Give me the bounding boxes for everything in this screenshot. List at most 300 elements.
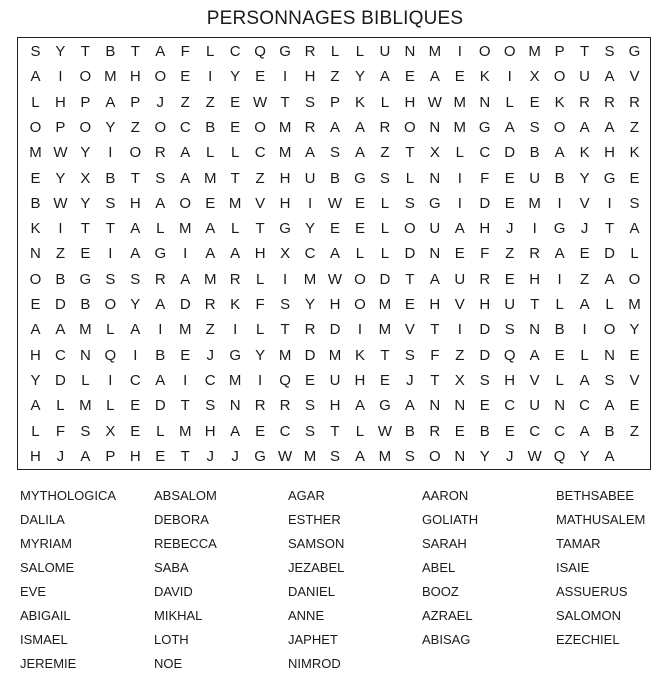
grid-letter[interactable]: D	[404, 245, 416, 263]
grid-letter[interactable]: Q	[553, 447, 566, 465]
grid-letter[interactable]: E	[30, 296, 41, 314]
grid-letter[interactable]: O	[478, 43, 491, 61]
grid-letter[interactable]: R	[629, 93, 640, 111]
grid-letter[interactable]: L	[156, 422, 165, 440]
grid-letter[interactable]: X	[454, 371, 465, 389]
grid-letter[interactable]: B	[554, 169, 565, 187]
grid-letter[interactable]: U	[579, 68, 591, 86]
grid-letter[interactable]: W	[527, 447, 542, 465]
grid-letter[interactable]: T	[255, 220, 265, 238]
grid-letter[interactable]: T	[405, 270, 415, 288]
grid-letter[interactable]: I	[282, 270, 288, 288]
grid-letter[interactable]: R	[229, 270, 241, 288]
grid-letter[interactable]: S	[604, 371, 615, 389]
grid-letter[interactable]: T	[604, 220, 615, 238]
grid-letter[interactable]: A	[579, 371, 590, 389]
grid-letter[interactable]: S	[504, 321, 515, 339]
grid-letter[interactable]: Z	[580, 270, 590, 288]
grid-letter[interactable]: E	[255, 422, 266, 440]
grid-letter[interactable]: T	[530, 296, 540, 314]
grid-letter[interactable]: C	[279, 422, 291, 440]
grid-letter[interactable]: L	[380, 220, 390, 238]
grid-letter[interactable]: R	[254, 397, 266, 415]
grid-letter[interactable]: V	[529, 371, 540, 389]
grid-letter[interactable]: N	[554, 397, 566, 415]
grid-letter[interactable]: Y	[230, 68, 241, 86]
grid-letter[interactable]: L	[555, 371, 564, 389]
grid-letter[interactable]: H	[204, 422, 216, 440]
grid-letter[interactable]: C	[129, 371, 141, 389]
grid-letter[interactable]: O	[404, 119, 416, 137]
grid-letter[interactable]: M	[104, 68, 117, 86]
grid-letter[interactable]: F	[430, 346, 440, 364]
grid-letter[interactable]: M	[203, 270, 217, 288]
grid-letter[interactable]: O	[29, 270, 42, 288]
grid-letter[interactable]: L	[106, 321, 115, 339]
grid-letter[interactable]: U	[529, 397, 541, 415]
grid-letter[interactable]: L	[206, 43, 215, 61]
grid-letter[interactable]: P	[554, 43, 565, 61]
grid-letter[interactable]: N	[529, 321, 541, 339]
grid-letter[interactable]: A	[130, 220, 141, 238]
grid-letter[interactable]: M	[79, 397, 92, 415]
grid-letter[interactable]: V	[255, 194, 266, 212]
grid-letter[interactable]: O	[429, 447, 441, 465]
grid-letter[interactable]: D	[154, 397, 166, 415]
grid-letter[interactable]: A	[579, 119, 590, 137]
grid-letter[interactable]: D	[304, 346, 316, 364]
grid-letter[interactable]: H	[30, 346, 41, 364]
grid-letter[interactable]: S	[329, 144, 340, 162]
grid-letter[interactable]: G	[429, 194, 441, 212]
grid-letter[interactable]: S	[305, 422, 316, 440]
grid-letter[interactable]: C	[304, 245, 316, 263]
grid-letter[interactable]: T	[280, 93, 290, 111]
grid-letter[interactable]: J	[505, 220, 514, 238]
grid-letter[interactable]: B	[479, 422, 490, 440]
grid-letter[interactable]: O	[404, 220, 416, 238]
grid-letter[interactable]: T	[80, 220, 90, 238]
grid-letter[interactable]: Y	[105, 119, 116, 137]
grid-letter[interactable]: Z	[455, 346, 465, 364]
grid-letter[interactable]: R	[579, 93, 591, 111]
grid-letter[interactable]: Y	[479, 447, 490, 465]
grid-letter[interactable]: A	[305, 144, 316, 162]
grid-letter[interactable]: C	[554, 422, 566, 440]
grid-letter[interactable]: H	[504, 371, 516, 389]
grid-letter[interactable]: J	[231, 447, 239, 465]
grid-letter[interactable]: K	[629, 144, 640, 162]
grid-letter[interactable]: E	[629, 397, 640, 415]
grid-letter[interactable]: A	[429, 68, 440, 86]
grid-letter[interactable]: L	[605, 296, 614, 314]
grid-letter[interactable]: A	[629, 220, 640, 238]
grid-letter[interactable]: Y	[80, 194, 91, 212]
grid-letter[interactable]: Z	[380, 144, 390, 162]
grid-letter[interactable]: O	[553, 68, 566, 86]
grid-letter[interactable]: M	[29, 144, 42, 162]
grid-letter[interactable]: B	[329, 169, 340, 187]
grid-letter[interactable]: X	[280, 245, 291, 263]
grid-letter[interactable]: Z	[130, 119, 140, 137]
grid-letter[interactable]: L	[580, 346, 589, 364]
grid-letter[interactable]: N	[429, 397, 441, 415]
grid-letter[interactable]: M	[453, 119, 467, 137]
grid-letter[interactable]: E	[454, 68, 465, 86]
grid-letter[interactable]: N	[479, 93, 491, 111]
grid-letter[interactable]: I	[183, 245, 188, 263]
grid-letter[interactable]: A	[329, 245, 340, 263]
grid-letter[interactable]: A	[604, 447, 615, 465]
grid-letter[interactable]: S	[404, 346, 415, 364]
grid-letter[interactable]: E	[80, 245, 91, 263]
grid-letter[interactable]: F	[55, 422, 66, 440]
grid-letter[interactable]: J	[505, 447, 514, 465]
grid-letter[interactable]: W	[277, 447, 293, 465]
grid-letter[interactable]: O	[628, 270, 641, 288]
grid-letter[interactable]: L	[255, 270, 265, 288]
grid-letter[interactable]: O	[603, 321, 616, 339]
grid-letter[interactable]: B	[404, 422, 415, 440]
grid-letter[interactable]: N	[429, 245, 441, 263]
grid-letter[interactable]: X	[529, 68, 540, 86]
grid-letter[interactable]: B	[105, 43, 116, 61]
grid-letter[interactable]: I	[457, 194, 462, 212]
grid-letter[interactable]: L	[380, 245, 390, 263]
grid-letter[interactable]: Z	[629, 119, 640, 137]
grid-letter[interactable]: Y	[305, 296, 316, 314]
grid-letter[interactable]: R	[604, 93, 615, 111]
grid-letter[interactable]: Q	[503, 346, 516, 364]
grid-letter[interactable]: M	[378, 447, 392, 465]
grid-letter[interactable]: C	[229, 43, 241, 61]
grid-letter[interactable]: C	[179, 119, 191, 137]
grid-letter[interactable]: H	[55, 93, 66, 111]
grid-letter[interactable]: I	[133, 346, 138, 364]
grid-letter[interactable]: J	[206, 447, 214, 465]
grid-letter[interactable]: I	[457, 321, 462, 339]
grid-letter[interactable]: S	[329, 447, 340, 465]
grid-letter[interactable]: A	[155, 296, 166, 314]
grid-letter[interactable]: A	[205, 220, 216, 238]
grid-letter[interactable]: Q	[104, 346, 117, 364]
grid-letter[interactable]: R	[379, 119, 391, 137]
grid-letter[interactable]: O	[553, 119, 566, 137]
grid-letter[interactable]: K	[554, 93, 565, 111]
grid-letter[interactable]: W	[253, 93, 268, 111]
grid-letter[interactable]: H	[279, 169, 291, 187]
grid-letter[interactable]: M	[178, 321, 192, 339]
grid-letter[interactable]: N	[604, 346, 615, 364]
grid-letter[interactable]: L	[355, 422, 365, 440]
grid-letter[interactable]: S	[105, 270, 116, 288]
grid-letter[interactable]: A	[354, 144, 365, 162]
grid-letter[interactable]: A	[130, 321, 141, 339]
grid-letter[interactable]: N	[429, 169, 441, 187]
grid-letter[interactable]: E	[130, 397, 141, 415]
grid-letter[interactable]: M	[628, 296, 641, 314]
grid-letter[interactable]: A	[604, 270, 615, 288]
grid-letter[interactable]: Y	[305, 220, 316, 238]
grid-letter[interactable]: E	[504, 270, 515, 288]
grid-letter[interactable]: M	[303, 447, 317, 465]
grid-letter[interactable]: A	[230, 245, 241, 263]
grid-letter[interactable]: N	[429, 119, 441, 137]
grid-letter[interactable]: X	[80, 169, 91, 187]
grid-letter[interactable]: U	[529, 169, 541, 187]
grid-letter[interactable]: V	[629, 68, 640, 86]
grid-letter[interactable]: R	[304, 321, 316, 339]
grid-letter[interactable]: G	[254, 447, 266, 465]
grid-letter[interactable]: K	[479, 68, 490, 86]
grid-letter[interactable]: L	[56, 397, 65, 415]
grid-letter[interactable]: Y	[579, 447, 590, 465]
grid-letter[interactable]: L	[81, 371, 90, 389]
grid-letter[interactable]: C	[204, 371, 216, 389]
grid-letter[interactable]: T	[230, 169, 240, 187]
grid-letter[interactable]: J	[56, 447, 65, 465]
grid-letter[interactable]: W	[53, 194, 68, 212]
grid-letter[interactable]: H	[479, 296, 491, 314]
grid-letter[interactable]: E	[379, 371, 390, 389]
grid-letter[interactable]: L	[455, 144, 464, 162]
grid-letter[interactable]: E	[504, 169, 515, 187]
grid-letter[interactable]: F	[480, 169, 490, 187]
grid-letter[interactable]: A	[80, 447, 91, 465]
grid-letter[interactable]: U	[454, 270, 466, 288]
grid-letter[interactable]: A	[30, 68, 41, 86]
grid-letter[interactable]: Y	[130, 296, 141, 314]
grid-letter[interactable]: A	[579, 422, 590, 440]
grid-letter[interactable]: A	[604, 397, 615, 415]
grid-letter[interactable]: M	[303, 270, 317, 288]
grid-letter[interactable]: S	[305, 93, 316, 111]
grid-letter[interactable]: C	[55, 346, 66, 364]
grid-letter[interactable]: O	[129, 144, 142, 162]
grid-letter[interactable]: I	[58, 220, 63, 238]
grid-letter[interactable]: U	[379, 43, 391, 61]
grid-letter[interactable]: S	[155, 169, 166, 187]
grid-letter[interactable]: D	[604, 245, 615, 263]
grid-letter[interactable]: C	[479, 144, 491, 162]
grid-letter[interactable]: H	[329, 296, 341, 314]
grid-letter[interactable]: C	[579, 397, 591, 415]
grid-letter[interactable]: I	[457, 169, 462, 187]
grid-letter[interactable]: P	[329, 93, 340, 111]
grid-letter[interactable]: C	[504, 397, 516, 415]
grid-letter[interactable]: S	[404, 447, 415, 465]
grid-letter[interactable]: O	[354, 270, 366, 288]
grid-letter[interactable]: I	[357, 321, 363, 339]
grid-letter[interactable]: L	[505, 93, 514, 111]
grid-letter[interactable]: G	[279, 43, 291, 61]
grid-letter[interactable]: E	[529, 93, 540, 111]
grid-letter[interactable]: T	[180, 447, 190, 465]
grid-letter[interactable]: A	[30, 321, 41, 339]
grid-letter[interactable]: I	[557, 270, 562, 288]
grid-letter[interactable]: R	[429, 422, 441, 440]
grid-letter[interactable]: E	[404, 296, 415, 314]
grid-letter[interactable]: T	[405, 144, 415, 162]
grid-letter[interactable]: G	[553, 220, 566, 238]
grid-letter[interactable]: S	[379, 169, 390, 187]
grid-letter[interactable]: G	[279, 220, 291, 238]
grid-letter[interactable]: P	[130, 93, 141, 111]
grid-letter[interactable]: G	[79, 270, 92, 288]
grid-letter[interactable]: D	[55, 371, 66, 389]
grid-letter[interactable]: A	[454, 220, 465, 238]
grid-letter[interactable]: J	[406, 371, 414, 389]
grid-letter[interactable]: I	[108, 245, 113, 263]
grid-letter[interactable]: O	[254, 119, 266, 137]
grid-letter[interactable]: A	[329, 119, 340, 137]
grid-letter[interactable]: E	[354, 194, 365, 212]
grid-letter[interactable]: T	[130, 169, 140, 187]
grid-letter[interactable]: Q	[279, 371, 291, 389]
grid-letter[interactable]: M	[528, 43, 541, 61]
grid-letter[interactable]: F	[480, 245, 490, 263]
grid-letter[interactable]: G	[229, 346, 241, 364]
grid-letter[interactable]: H	[279, 194, 291, 212]
grid-letter[interactable]: N	[454, 397, 466, 415]
grid-letter[interactable]: F	[180, 43, 190, 61]
grid-letter[interactable]: H	[254, 245, 266, 263]
grid-letter[interactable]: O	[29, 119, 42, 137]
grid-letter[interactable]: E	[305, 371, 316, 389]
grid-letter[interactable]: O	[79, 119, 92, 137]
grid-letter[interactable]: X	[429, 144, 440, 162]
grid-letter[interactable]: B	[105, 169, 116, 187]
grid-letter[interactable]: R	[529, 245, 541, 263]
grid-letter[interactable]: M	[228, 371, 242, 389]
grid-letter[interactable]: E	[454, 422, 465, 440]
grid-letter[interactable]: I	[208, 68, 213, 86]
grid-letter[interactable]: O	[503, 43, 516, 61]
grid-letter[interactable]: A	[105, 93, 116, 111]
grid-letter[interactable]: F	[255, 296, 265, 314]
grid-letter[interactable]: I	[607, 194, 612, 212]
grid-letter[interactable]: J	[206, 346, 214, 364]
grid-letter[interactable]: L	[355, 245, 365, 263]
grid-letter[interactable]: N	[229, 397, 241, 415]
grid-letter[interactable]: L	[405, 169, 415, 187]
grid-letter[interactable]: M	[203, 169, 217, 187]
grid-letter[interactable]: A	[404, 397, 415, 415]
grid-letter[interactable]: V	[579, 194, 590, 212]
grid-letter[interactable]: E	[255, 68, 266, 86]
grid-letter[interactable]: H	[429, 296, 441, 314]
grid-letter[interactable]: O	[154, 119, 167, 137]
grid-letter[interactable]: I	[108, 144, 113, 162]
grid-letter[interactable]: E	[404, 68, 415, 86]
grid-letter[interactable]: J	[580, 220, 589, 238]
grid-letter[interactable]: E	[180, 346, 191, 364]
grid-letter[interactable]: R	[154, 270, 166, 288]
grid-letter[interactable]: A	[205, 245, 216, 263]
grid-letter[interactable]: M	[278, 144, 292, 162]
grid-letter[interactable]: K	[354, 93, 365, 111]
grid-letter[interactable]: H	[604, 144, 615, 162]
grid-letter[interactable]: P	[55, 119, 66, 137]
grid-letter[interactable]: E	[504, 194, 515, 212]
grid-letter[interactable]: Y	[80, 144, 91, 162]
grid-letter[interactable]: D	[479, 194, 491, 212]
grid-letter[interactable]: G	[154, 245, 167, 263]
grid-letter[interactable]: S	[205, 397, 216, 415]
grid-letter[interactable]: Z	[629, 422, 640, 440]
grid-letter[interactable]: Z	[505, 245, 515, 263]
grid-letter[interactable]: D	[504, 144, 516, 162]
grid-letter[interactable]: A	[554, 144, 565, 162]
grid-letter[interactable]: H	[129, 194, 141, 212]
grid-letter[interactable]: G	[478, 119, 491, 137]
grid-letter[interactable]: E	[230, 93, 241, 111]
grid-letter[interactable]: E	[479, 397, 490, 415]
grid-letter[interactable]: E	[205, 194, 216, 212]
grid-letter[interactable]: K	[30, 220, 41, 238]
grid-letter[interactable]: O	[154, 68, 167, 86]
grid-letter[interactable]: C	[529, 422, 541, 440]
grid-letter[interactable]: T	[430, 371, 440, 389]
grid-letter[interactable]: P	[80, 93, 91, 111]
grid-letter[interactable]: A	[579, 296, 590, 314]
grid-letter[interactable]: N	[79, 346, 91, 364]
grid-letter[interactable]: D	[179, 296, 191, 314]
grid-letter[interactable]: T	[180, 397, 190, 415]
grid-letter[interactable]: B	[30, 194, 41, 212]
grid-letter[interactable]: V	[404, 321, 415, 339]
grid-letter[interactable]: Y	[30, 371, 41, 389]
grid-letter[interactable]: E	[130, 422, 141, 440]
grid-letter[interactable]: M	[378, 296, 392, 314]
grid-letter[interactable]: M	[278, 346, 292, 364]
grid-letter[interactable]: Z	[55, 245, 66, 263]
grid-letter[interactable]: W	[427, 93, 442, 111]
grid-letter[interactable]: J	[156, 93, 165, 111]
grid-letter[interactable]: R	[304, 43, 316, 61]
grid-letter[interactable]: R	[479, 270, 491, 288]
grid-letter[interactable]: K	[230, 296, 241, 314]
grid-letter[interactable]: U	[504, 296, 516, 314]
grid-letter[interactable]: S	[629, 194, 640, 212]
grid-letter[interactable]: M	[528, 194, 541, 212]
grid-letter[interactable]: G	[354, 169, 366, 187]
grid-letter[interactable]: A	[604, 119, 615, 137]
grid-letter[interactable]: N	[30, 245, 41, 263]
grid-letter[interactable]: H	[354, 371, 366, 389]
grid-letter[interactable]: S	[130, 270, 141, 288]
grid-letter[interactable]: E	[354, 220, 365, 238]
grid-letter[interactable]: L	[230, 144, 240, 162]
grid-letter[interactable]: H	[129, 68, 141, 86]
grid-letter[interactable]: D	[379, 270, 391, 288]
grid-letter[interactable]: C	[254, 144, 266, 162]
grid-letter[interactable]: I	[307, 194, 313, 212]
grid-letter[interactable]: M	[453, 93, 467, 111]
grid-letter[interactable]: G	[628, 43, 641, 61]
grid-letter[interactable]: A	[180, 169, 191, 187]
grid-letter[interactable]: H	[529, 270, 541, 288]
grid-letter[interactable]: D	[479, 346, 491, 364]
grid-letter[interactable]: M	[79, 321, 92, 339]
grid-letter[interactable]: T	[280, 321, 290, 339]
grid-letter[interactable]: S	[479, 371, 490, 389]
grid-letter[interactable]: E	[579, 245, 590, 263]
grid-letter[interactable]: R	[304, 119, 316, 137]
grid-letter[interactable]: B	[529, 144, 540, 162]
grid-letter[interactable]: T	[80, 43, 90, 61]
grid-letter[interactable]: W	[327, 194, 343, 212]
